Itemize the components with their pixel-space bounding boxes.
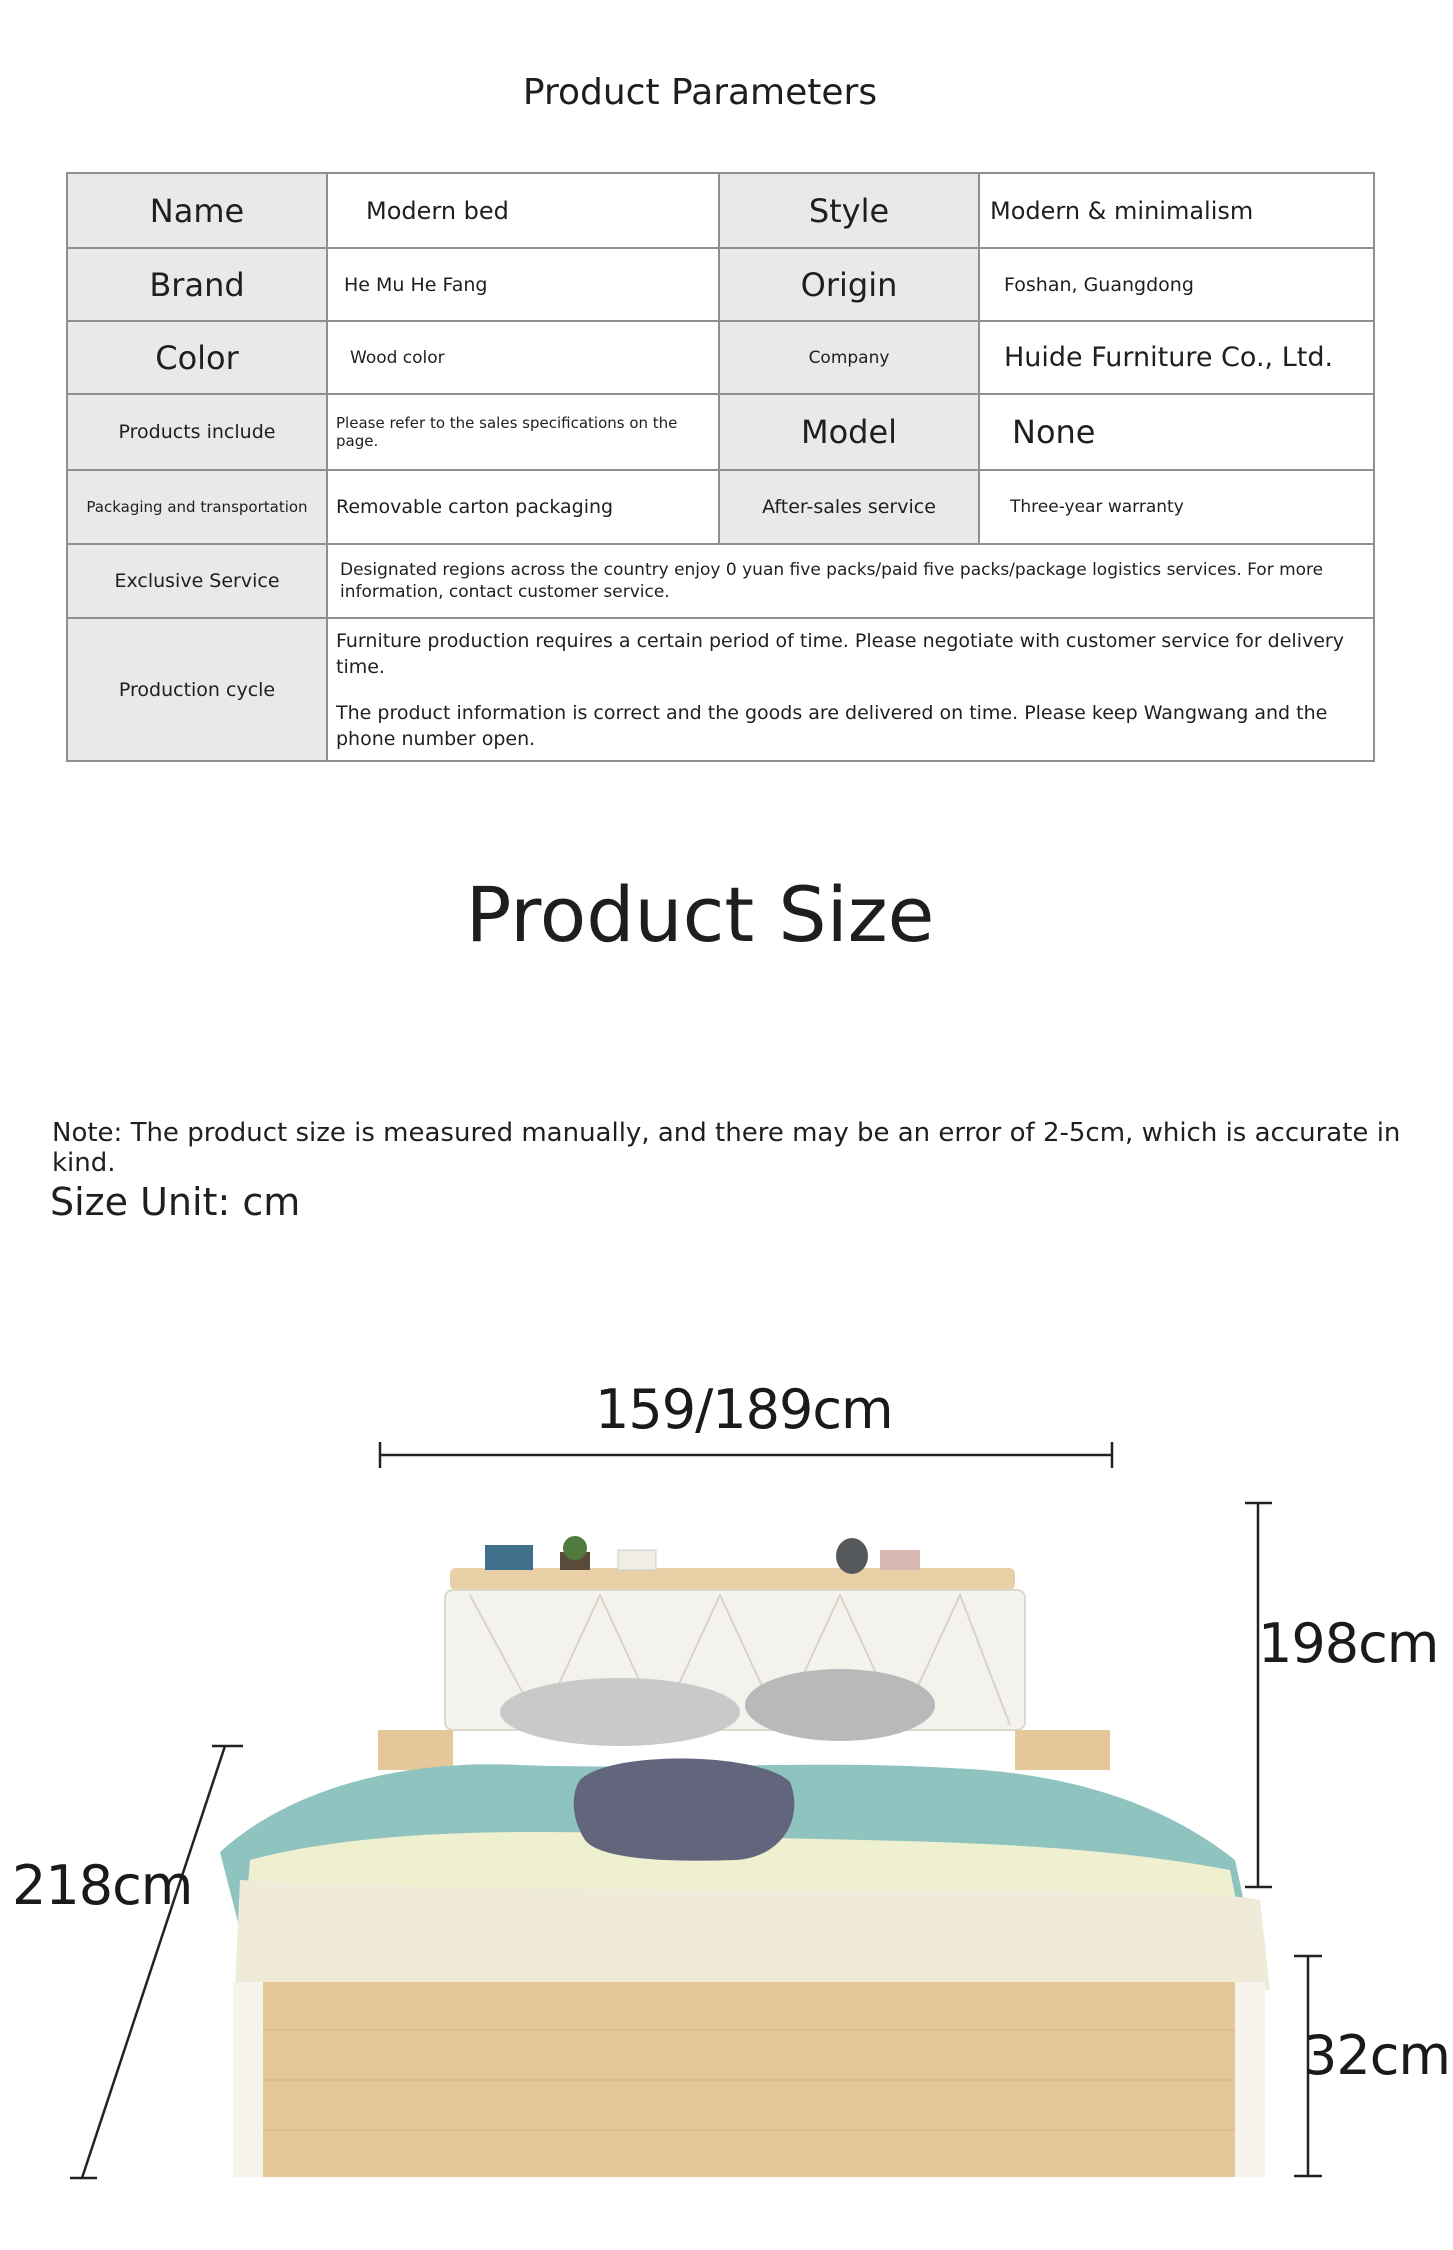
color-value: Wood color	[327, 321, 719, 394]
photo-frame-icon	[618, 1550, 656, 1570]
exclusive-service-value: Designated regions across the country enjoy 0 yuan five packs/paid five packs/package logistics services. For more information, contact customer service.	[327, 544, 1374, 618]
size-note: Note: The product size is measured manually, and there may be an error of 2-5cm, which is accurate in kind.	[52, 1118, 1401, 1178]
table-row	[67, 544, 1374, 618]
model-value: None	[979, 394, 1374, 470]
pillow-left	[500, 1678, 740, 1746]
length-dimension-label: 218cm	[12, 1854, 193, 1917]
packaging-value: Removable carton packaging	[327, 470, 719, 544]
size-unit: Size Unit: cm	[50, 1180, 301, 1224]
height-dimension-line	[1245, 1503, 1272, 1887]
bed-illustration	[220, 1536, 1270, 2177]
products-include-label: Products include	[67, 394, 327, 470]
products-include-value: Please refer to the sales specifications on the page.	[327, 394, 719, 470]
origin-label: Origin	[719, 248, 979, 321]
name-value: Modern bed	[327, 173, 719, 248]
width-dimension-label: 159/189cm	[595, 1378, 893, 1441]
right-nightstand	[1015, 1730, 1110, 1770]
after-sales-label: After-sales service	[719, 470, 979, 544]
width-dimension-line	[380, 1442, 1112, 1468]
company-label: Company	[719, 321, 979, 394]
table-row	[67, 173, 1374, 248]
pillow-dark	[574, 1758, 795, 1860]
after-sales-value: Three-year warranty	[979, 470, 1374, 544]
packaging-label: Packaging and transportation	[67, 470, 327, 544]
bed-dimension-figure	[0, 1400, 1453, 2250]
base-height-dimension-label: 32cm	[1303, 2024, 1451, 2087]
bed-frame-edge-left	[233, 1982, 263, 2177]
brand-label: Brand	[67, 248, 327, 321]
origin-value: Foshan, Guangdong	[979, 248, 1374, 321]
table-row	[67, 248, 1374, 321]
table-row	[67, 618, 1374, 761]
exclusive-service-label: Exclusive Service	[67, 544, 327, 618]
production-cycle-line: Furniture production requires a certain period of time. Please negotiate with customer service for delivery time.	[336, 629, 1344, 678]
books-icon	[485, 1545, 533, 1570]
length-dimension-line	[70, 1746, 243, 2178]
pillow-right	[745, 1669, 935, 1741]
production-cycle-value	[327, 618, 1374, 761]
company-value: Huide Furniture Co., Ltd.	[979, 321, 1374, 394]
style-value: Modern & minimalism	[979, 173, 1374, 248]
ornament-icon	[880, 1550, 920, 1570]
model-label: Model	[719, 394, 979, 470]
production-cycle-label: Production cycle	[67, 618, 327, 761]
vase-icon	[836, 1538, 868, 1574]
style-label: Style	[719, 173, 979, 248]
production-cycle-line: The product information is correct and the goods are delivered on time. Please keep Wangwang and the phone number open.	[336, 701, 1328, 750]
parameters-table	[66, 172, 1375, 762]
bed-frame-edge-right	[1235, 1982, 1265, 2177]
table-row	[67, 394, 1374, 470]
plant-icon	[563, 1536, 587, 1560]
mattress-sheet	[235, 1880, 1270, 1990]
headboard-shelf	[450, 1568, 1015, 1590]
table-row	[67, 470, 1374, 544]
parameters-title: Product Parameters	[522, 72, 878, 113]
color-label: Color	[67, 321, 327, 394]
left-nightstand	[378, 1730, 453, 1770]
height-dimension-label: 198cm	[1258, 1612, 1439, 1675]
name-label: Name	[67, 173, 327, 248]
size-title: Product Size	[465, 870, 935, 959]
table-row	[67, 321, 1374, 394]
brand-value: He Mu He Fang	[327, 248, 719, 321]
